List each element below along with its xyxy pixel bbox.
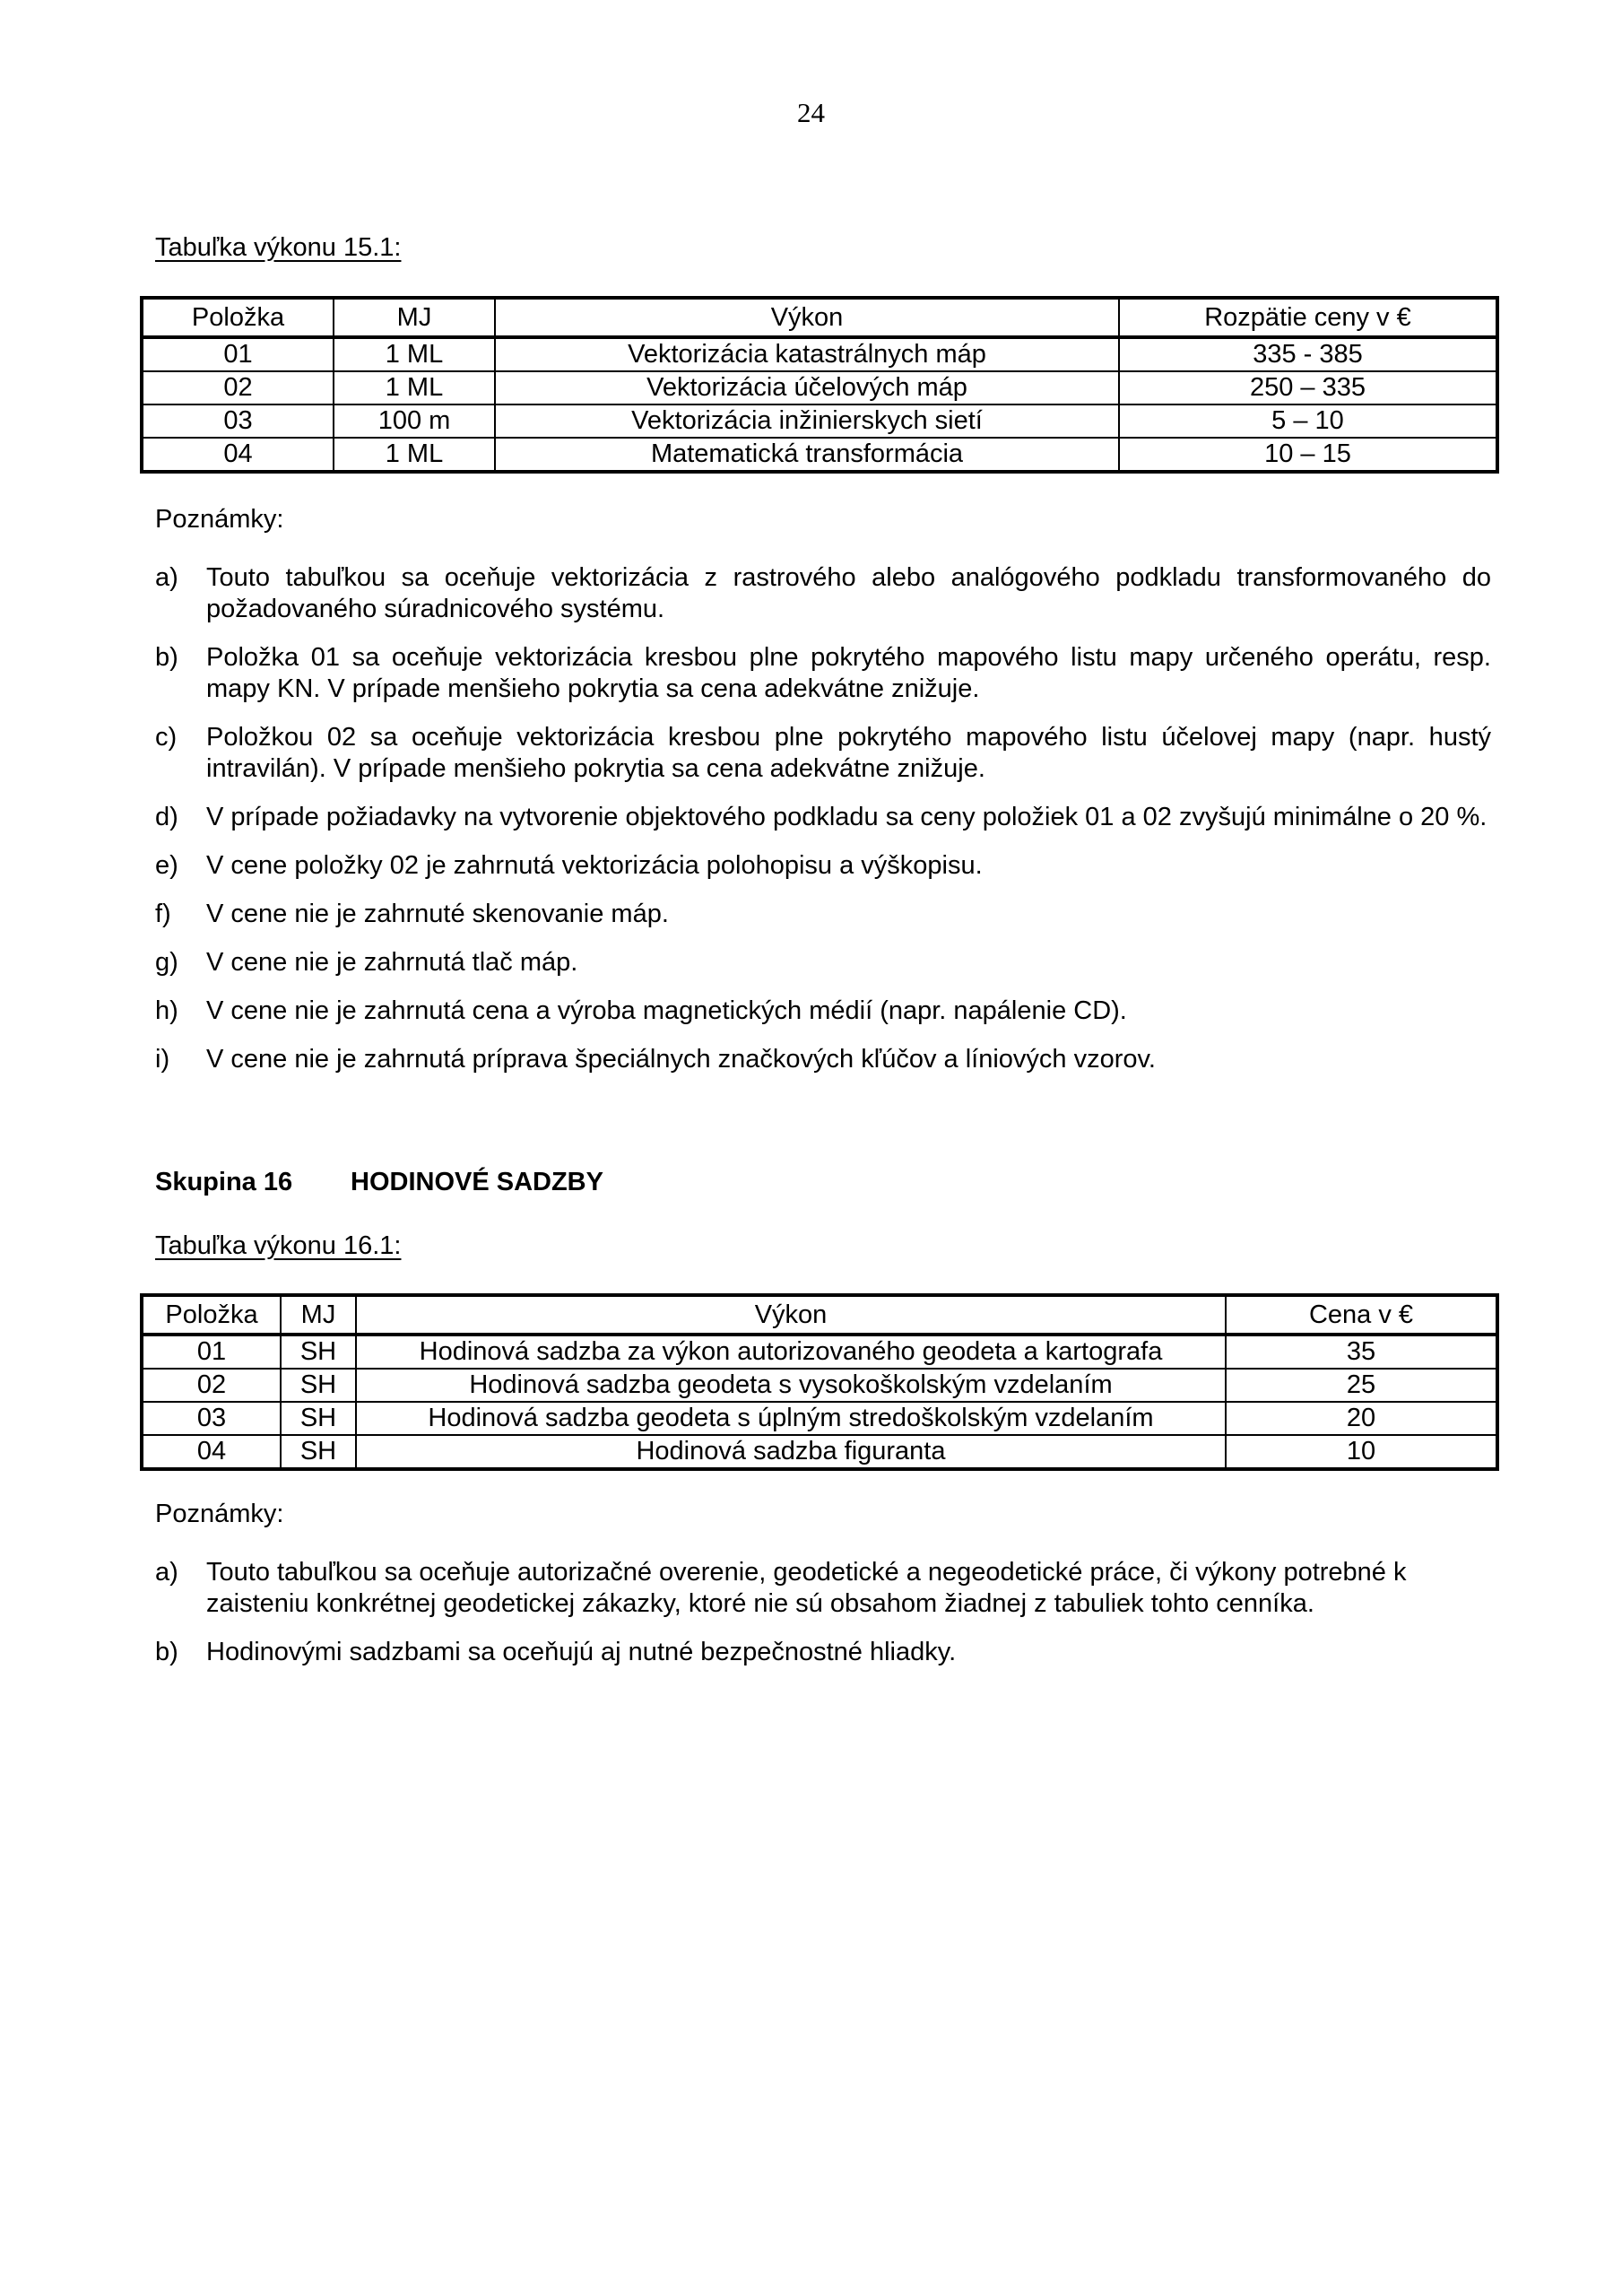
notes-15-1 — [155, 562, 1491, 1092]
page-number: 24 — [797, 97, 825, 128]
note-item — [155, 899, 1491, 930]
note-text: V cene nie je zahrnutá cena a výroba magnetických médií (napr. napálenie CD). — [206, 996, 1127, 1025]
cell-cena: 25 — [1226, 1369, 1497, 1402]
cell-mj: 100 m — [334, 404, 495, 438]
table-row — [142, 1402, 1497, 1435]
cell-polozka: 02 — [142, 1369, 281, 1402]
cell-polozka: 01 — [142, 1335, 281, 1369]
table-row — [142, 1435, 1497, 1469]
note-text: V cene nie je zahrnuté skenovanie máp. — [206, 900, 669, 928]
header-mj: MJ — [334, 298, 495, 337]
cell-cena: 20 — [1226, 1402, 1497, 1435]
cell-mj: SH — [281, 1335, 356, 1369]
note-label: d) — [155, 803, 178, 831]
note-item — [155, 1557, 1491, 1620]
notes-15-1-title: Poznámky: — [155, 505, 284, 534]
cell-mj: SH — [281, 1435, 356, 1469]
note-label: a) — [155, 563, 178, 592]
table-row — [142, 337, 1497, 371]
table-15-1-caption: Tabuľka výkonu 15.1: — [155, 233, 402, 262]
cell-vykon: Hodinová sadzba geodeta s vysokoškolským vzdelaním — [356, 1369, 1226, 1402]
notes-16-1 — [155, 1557, 1491, 1685]
note-text: V prípade požiadavky na vytvorenie objektového podkladu sa ceny položiek 01 a 02 zvyšujú minimálne o 20 %. — [206, 803, 1488, 831]
note-label: c) — [155, 723, 178, 752]
note-text: Touto tabuľkou sa oceňuje vektorizácia z rastrového alebo analógového podkladu transformovaného do požadovaného súradnicového systému. — [206, 563, 1491, 623]
cell-vykon: Hodinová sadzba figuranta — [356, 1435, 1226, 1469]
note-item — [155, 850, 1491, 882]
header-vykon: Výkon — [495, 298, 1119, 337]
note-label: h) — [155, 996, 178, 1025]
cell-vykon: Matematická transformácia — [495, 438, 1119, 472]
cell-polozka: 02 — [142, 371, 334, 404]
notes-16-1-title: Poznámky: — [155, 1500, 284, 1528]
note-item — [155, 642, 1491, 705]
note-item — [155, 562, 1491, 625]
cell-cena: 5 – 10 — [1119, 404, 1497, 438]
cell-polozka: 03 — [142, 404, 334, 438]
cell-mj: 1 ML — [334, 371, 495, 404]
cell-polozka: 04 — [142, 438, 334, 472]
table-header-row — [142, 298, 1497, 337]
section-group: Skupina 16 — [155, 1168, 293, 1196]
cell-cena: 10 – 15 — [1119, 438, 1497, 472]
cell-mj: 1 ML — [334, 337, 495, 371]
header-cena: Cena v € — [1226, 1295, 1497, 1335]
note-item — [155, 802, 1491, 833]
table-row — [142, 1335, 1497, 1369]
note-item — [155, 947, 1491, 978]
note-text: V cene položky 02 je zahrnutá vektorizácia polohopisu a výškopisu. — [206, 851, 983, 880]
note-item — [155, 996, 1491, 1027]
note-text: Touto tabuľkou sa oceňuje autorizačné overenie, geodetické a negeodetické práce, či výkony potrebné k zaisteniu konkrétnej geodetickej zákazky, ktoré nie sú obsahom žiadnej z tabuliek tohto cenníka. — [206, 1558, 1407, 1618]
cell-cena: 250 – 335 — [1119, 371, 1497, 404]
section-title: HODINOVÉ SADZBY — [351, 1168, 603, 1196]
cell-vykon: Vektorizácia inžinierskych sietí — [495, 404, 1119, 438]
cell-mj: 1 ML — [334, 438, 495, 472]
note-item — [155, 1044, 1491, 1075]
cell-mj: SH — [281, 1402, 356, 1435]
cell-polozka: 03 — [142, 1402, 281, 1435]
note-label: a) — [155, 1558, 178, 1587]
note-item — [155, 722, 1491, 785]
note-text: V cene nie je zahrnutá príprava špeciálnych značkových kľúčov a líniových vzorov. — [206, 1045, 1156, 1074]
note-text: V cene nie je zahrnutá tlač máp. — [206, 948, 578, 977]
header-vykon: Výkon — [356, 1295, 1226, 1335]
cell-mj: SH — [281, 1369, 356, 1402]
note-item — [155, 1637, 1491, 1668]
note-label: i) — [155, 1045, 170, 1074]
table-15-1 — [140, 296, 1499, 474]
table-row — [142, 1369, 1497, 1402]
note-label: g) — [155, 948, 178, 977]
cell-cena: 35 — [1226, 1335, 1497, 1369]
cell-polozka: 04 — [142, 1435, 281, 1469]
header-rozpatie-ceny: Rozpätie ceny v € — [1119, 298, 1497, 337]
header-polozka: Položka — [142, 298, 334, 337]
note-text: Hodinovými sadzbami sa oceňujú aj nutné bezpečnostné hliadky. — [206, 1638, 957, 1666]
section-heading — [155, 1168, 603, 1197]
cell-vykon: Vektorizácia katastrálnych máp — [495, 337, 1119, 371]
note-label: b) — [155, 1638, 178, 1666]
cell-cena: 335 - 385 — [1119, 337, 1497, 371]
cell-vykon: Hodinová sadzba za výkon autorizovaného geodeta a kartografa — [356, 1335, 1226, 1369]
cell-cena: 10 — [1226, 1435, 1497, 1469]
cell-vykon: Vektorizácia účelových máp — [495, 371, 1119, 404]
note-text: Položka 01 sa oceňuje vektorizácia kresbou plne pokrytého mapového listu mapy určeného operátu, resp. mapy KN. V prípade menšieho pokrytia sa cena adekvátne znižuje. — [206, 643, 1491, 703]
table-row — [142, 404, 1497, 438]
header-mj: MJ — [281, 1295, 356, 1335]
table-16-1-caption: Tabuľka výkonu 16.1: — [155, 1231, 402, 1260]
note-label: f) — [155, 900, 171, 928]
header-polozka: Položka — [142, 1295, 281, 1335]
cell-vykon: Hodinová sadzba geodeta s úplným stredoškolským vzdelaním — [356, 1402, 1226, 1435]
table-row — [142, 371, 1497, 404]
cell-polozka: 01 — [142, 337, 334, 371]
table-row — [142, 438, 1497, 472]
table-16-1 — [140, 1293, 1499, 1471]
note-label: e) — [155, 851, 178, 880]
note-text: Položkou 02 sa oceňuje vektorizácia kresbou plne pokrytého mapového listu účelovej mapy (napr. hustý intravilán). V prípade menšieho pokrytia sa cena adekvátne znižuje. — [206, 723, 1491, 783]
note-label: b) — [155, 643, 178, 672]
table-header-row — [142, 1295, 1497, 1335]
